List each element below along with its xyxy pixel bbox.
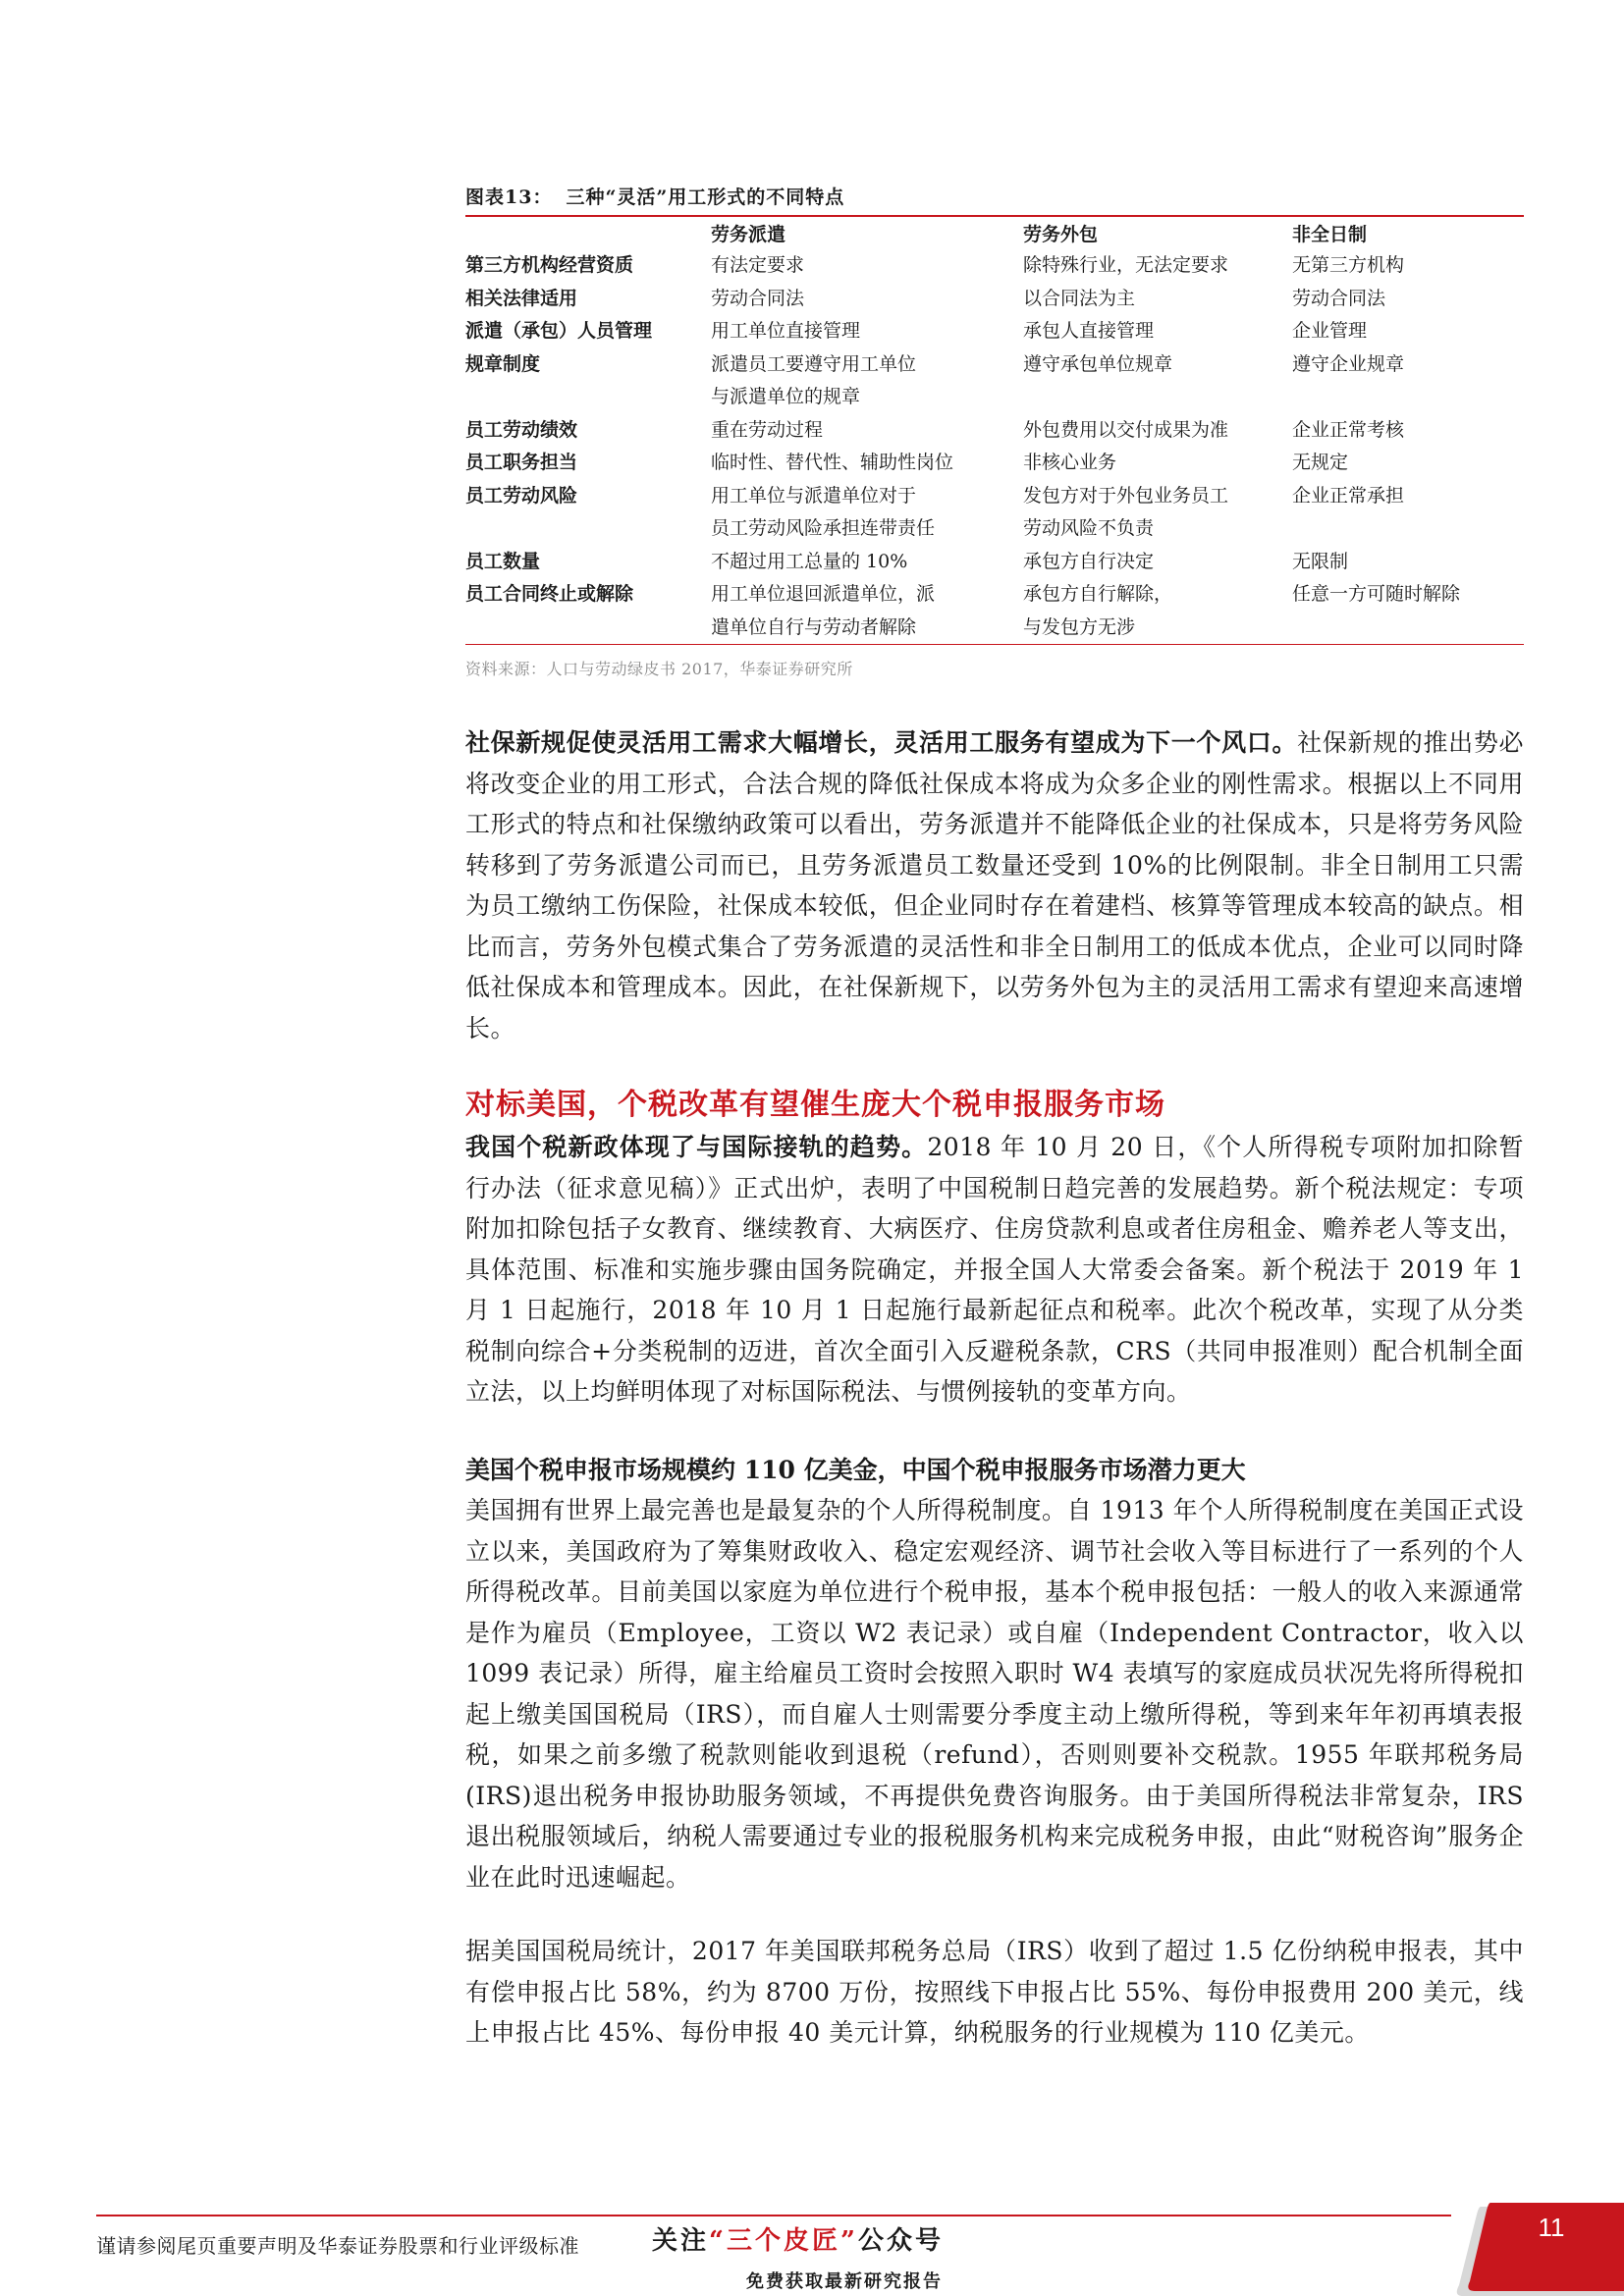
row-label: 第三方机构经营资质 — [465, 254, 634, 276]
table-cell: 有法定要求 — [711, 254, 805, 276]
row-label: 员工职务担当 — [465, 452, 578, 473]
row-label: 员工合同终止或解除 — [465, 583, 634, 605]
table-cell: 承包人直接管理 — [1023, 320, 1155, 342]
table-cell: 用工单位与派遣单位对于 员工劳动风险承担连带责任 — [711, 484, 936, 539]
table-source: 资料来源：人口与劳动绿皮书 2017，华泰证券研究所 — [465, 660, 853, 678]
page-footer — [0, 2189, 1624, 2296]
figure-number: 图表13： — [465, 187, 553, 208]
row-label: 派遣（承包）人员管理 — [465, 320, 653, 342]
paragraph-text: 2018 年 10 月 20 日，《个人所得税专项附加扣除暂行办法（征求意见稿）》正式出炉，表明了中国税制日趋完善的发展趋势。新个税法规定：专项附加扣除包括子女教育、继续教育、大病医疗、住房贷款利息或者住房租金、赡养老人等支出，具体范围、标准和实施步骤由国务院确定，并报全国人大常委会备案。新个税法于 2019 年 1 月 1 日起施行，2018 年 10 月 1 日起施行最新起征点和税率。此次个税改革，实现了从分类税制向综合+分类税制的迈进，首次全面引入反避税条款，CRS（共同申报准则）配合机制全面立法，以上均鲜明体现了对标国际税法、与惯例接轨的变革方向。 — [465, 1133, 1524, 1406]
table-cell: 遵守企业规章 — [1292, 352, 1405, 375]
table-row — [465, 447, 1524, 480]
row-label: 员工数量 — [465, 550, 541, 572]
paragraph-social-security — [465, 722, 1524, 1048]
table-cell: 以合同法为主 — [1023, 287, 1136, 309]
table-cell: 用工单位退回派遣单位，派 遣单位自行与劳动者解除 — [711, 583, 936, 638]
table-row — [465, 480, 1524, 546]
table-cell: 承包方自行解除， 与发包方无涉 — [1023, 583, 1173, 638]
page-content — [465, 183, 1524, 2054]
row-label: 规章制度 — [465, 352, 541, 375]
table-row — [465, 283, 1524, 316]
table-header-cell: 劳务外包 — [1023, 224, 1099, 245]
table-row — [465, 578, 1524, 644]
table-cell: 劳动合同法 — [1292, 287, 1386, 309]
table-row — [465, 315, 1524, 348]
table-cell: 外包费用以交付成果为准 — [1023, 418, 1229, 441]
paragraph-irs-statistics: 据美国国税局统计，2017 年美国联邦税务总局（IRS）收到了超过 1.5 亿份纳税申报表，其中有偿申报占比 58%，约为 8700 万份，按照线下申报占比 55%、每份申报费用 200 美元，线上申报占比 45%、每份申报 40 美元计算，纳税服务的行业规模为 110 亿美元。 — [465, 1937, 1524, 2047]
table-cell: 企业管理 — [1292, 320, 1368, 342]
table-cell: 临时性、替代性、辅助性岗位 — [711, 452, 954, 473]
section-heading: 对标美国，个税改革有望催生庞大个税申报服务市场 — [465, 1088, 1165, 1122]
table-header-row — [465, 217, 1524, 249]
table-cell: 企业正常考核 — [1292, 418, 1405, 441]
subheading: 美国个税申报市场规模约 110 亿美金，中国个税申报服务市场潜力更大 — [465, 1455, 1246, 1484]
table-cell: 用工单位直接管理 — [711, 320, 861, 342]
table-row — [465, 348, 1524, 414]
table-row — [465, 249, 1524, 283]
table-cell: 不超过用工总量的 10% — [711, 550, 908, 572]
table-cell: 无规定 — [1292, 452, 1349, 473]
table-cell: 企业正常承担 — [1292, 484, 1405, 507]
table-cell: 任意一方可随时解除 — [1292, 583, 1461, 605]
table-cell: 重在劳动过程 — [711, 418, 824, 441]
comparison-table — [465, 217, 1524, 644]
paragraph-tax-reform — [465, 1127, 1524, 1413]
table-cell: 承包方自行决定 — [1023, 550, 1155, 572]
table-row — [465, 546, 1524, 579]
promo-suffix: 公众号 — [857, 2226, 944, 2256]
footer-promo-subtitle: 免费获取最新研究报告 — [746, 2271, 943, 2292]
footer-rule — [96, 2215, 1451, 2216]
paragraph-text: 社保新规的推出势必将改变企业的用工形式，合法合规的降低社保成本将成为众多企业的刚性需求。根据以上不同用工形式的特点和社保缴纳政策可以看出，劳务派遣并不能降低企业的社保成本，只是将劳务风险转移到了劳务派遣公司而已，且劳务派遣员工数量还受到 10%的比例限制。非全日制用工只需为员工缴纳工伤保险，社保成本较低，但企业同时存在着建档、核算等管理成本较高的缺点。相比而言，劳务外包模式集合了劳务派遣的灵活性和非全日制用工的低成本优点，企业可以同时降低社保成本和管理成本。因此，在社保新规下，以劳务外包为主的灵活用工需求有望迎来高速增长。 — [465, 728, 1524, 1042]
paragraph-lead: 社保新规促使灵活用工需求大幅增长，灵活用工服务有望成为下一个风口。 — [465, 728, 1298, 757]
footer-disclaimer: 谨请参阅尾页重要声明及华泰证券股票和行业评级标准 — [96, 2234, 579, 2258]
table-cell: 除特殊行业，无法定要求 — [1023, 254, 1229, 276]
row-label: 员工劳动绩效 — [465, 418, 578, 441]
paragraph-us-tax-system: 美国拥有世界上最完善也是最复杂的个人所得税制度。自 1913 年个人所得税制度在美国正式设立以来，美国政府为了筹集财政收入、稳定宏观经济、调节社会收入等目标进行了一系列的个人所得税改革。目前美国以家庭为单位进行个税申报，基本个税申报包括：一般人的收入来源通常是作为雇员（Employee，工资以 W2 表记录）或自雇（Independent Contractor，收入以 1099 表记录）所得，雇主给雇员工资时会按照入职时 W4 表填写的家庭成员状况先将所得税扣起上缴美国国税局（IRS），而自雇人士则需要分季度主动上缴所得税，等到来年年初再填表报税，如果之前多缴了税款则能收到退税（refund），否则则要补交税款。1955 年联邦税务局(IRS)退出税务申报协助服务领域，不再提供免费咨询服务。由于美国所得税法非常复杂，IRS 退出税服领域后，纳税人需要通过专业的报税服务机构来完成税务申报，由此“财税咨询”服务企业在此时迅速崛起。 — [465, 1496, 1525, 1892]
table-cell: 无第三方机构 — [1292, 254, 1405, 276]
promo-prefix: 关注 — [652, 2226, 710, 2256]
table-bottom-rule — [465, 644, 1524, 645]
footer-promo — [652, 2220, 944, 2257]
table-row — [465, 414, 1524, 448]
row-label: 员工劳动风险 — [465, 484, 578, 507]
table-cell: 发包方对于外包业务员工 劳动风险不负责 — [1023, 484, 1229, 539]
table-cell: 无限制 — [1292, 550, 1349, 572]
table-header-cell — [465, 217, 711, 249]
table-header-cell: 非全日制 — [1292, 224, 1368, 245]
figure-title-text: 三种“灵活”用工形式的不同特点 — [566, 187, 845, 208]
promo-highlight: “三个皮匠” — [709, 2226, 858, 2256]
paragraph-lead: 我国个税新政体现了与国际接轨的趋势。 — [465, 1133, 928, 1161]
table-cell: 劳动合同法 — [711, 287, 805, 309]
page-number: 11 — [1538, 2213, 1565, 2242]
row-label: 相关法律适用 — [465, 287, 578, 309]
figure-title — [465, 183, 1524, 209]
table-cell: 非核心业务 — [1023, 452, 1117, 473]
table-body — [465, 249, 1524, 644]
table-cell: 派遣员工要遵守用工单位 与派遣单位的规章 — [711, 352, 917, 407]
table-header-cell: 劳务派遣 — [711, 224, 786, 245]
table-cell: 遵守承包单位规章 — [1023, 352, 1173, 375]
